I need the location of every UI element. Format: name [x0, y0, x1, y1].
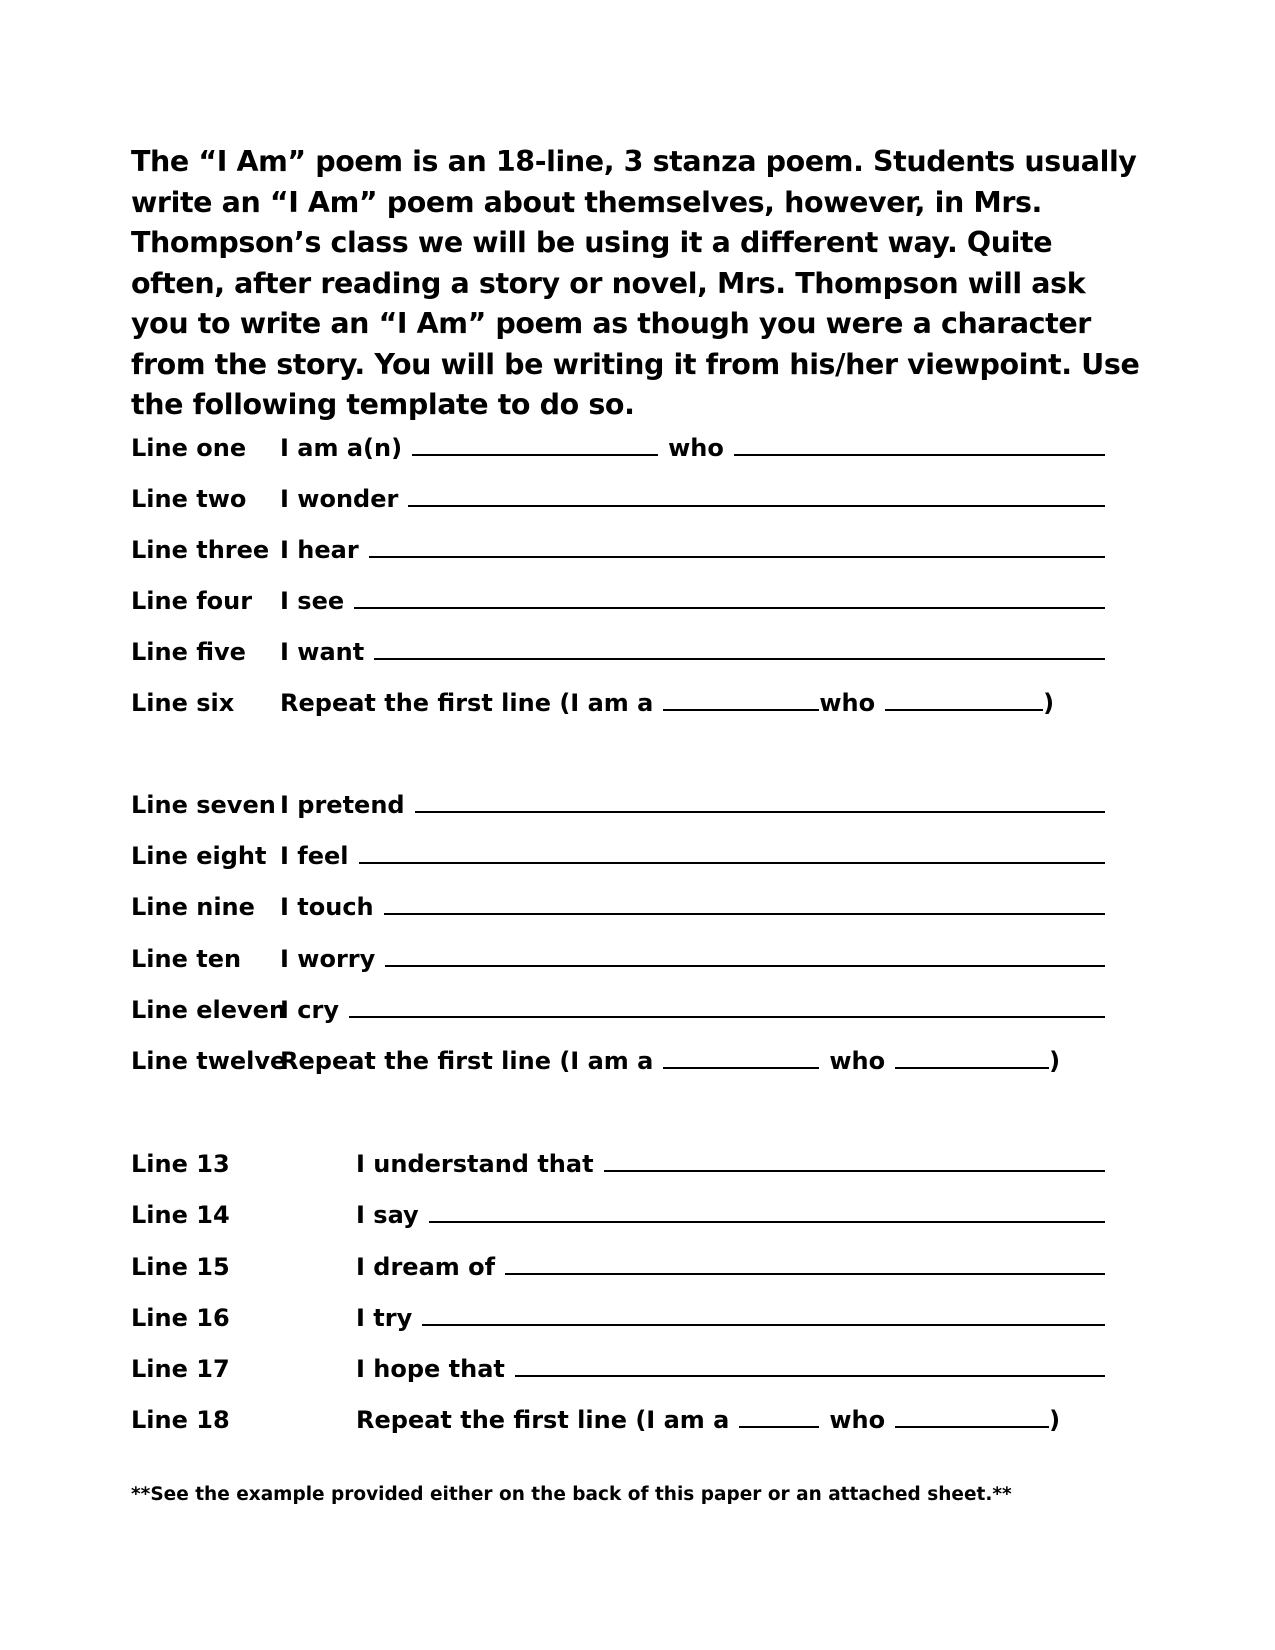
line-label: Line six: [131, 689, 235, 717]
line-label: Line 13: [131, 1150, 230, 1178]
line-prompt: I understand that: [356, 1150, 594, 1178]
poem-line-16: [131, 1300, 1105, 1334]
close-paren: ): [1049, 1047, 1061, 1075]
line-prompt: I hear: [280, 536, 359, 564]
poem-line-3: [131, 532, 1105, 566]
answer-blank[interactable]: [422, 1300, 1105, 1326]
answer-blank[interactable]: [385, 941, 1105, 967]
who-blank[interactable]: [895, 1043, 1049, 1069]
line-label: Line 14: [131, 1201, 230, 1229]
line-prompt: I feel: [280, 842, 349, 870]
intro-paragraph: The “I Am” poem is an 18-line, 3 stanza poem. Students usually write an “I Am” poem about themselves, however, in Mrs. Thompson’s class we will be using it a different way. Quite often, after reading a story or novel, Mrs. Thompson will ask you to write an “I Am” poem as though you were a character from the story. You will be writing it from his/her viewpoint. Use the following template to do so.: [131, 145, 1140, 421]
line-label: Line ten: [131, 945, 242, 973]
line-label: Line seven: [131, 791, 276, 819]
poem-line-17: [131, 1351, 1105, 1385]
answer-blank[interactable]: [408, 481, 1105, 507]
line-label: Line one: [131, 434, 247, 462]
poem-line-18: [131, 1402, 1105, 1436]
answer-blank[interactable]: [359, 838, 1105, 864]
line-prompt: I hope that: [356, 1355, 505, 1383]
line-prompt: Repeat the first line (I am a: [280, 1047, 654, 1075]
poem-line-11: [131, 992, 1105, 1026]
line-label: Line 15: [131, 1253, 230, 1281]
answer-blank[interactable]: [505, 1249, 1105, 1275]
poem-line-2: [131, 481, 1105, 515]
poem-line-14: [131, 1197, 1105, 1231]
character-blank[interactable]: [663, 1043, 819, 1069]
poem-line-9: [131, 889, 1105, 923]
poem-line-4: [131, 583, 1105, 617]
line-label: Line three: [131, 536, 270, 564]
character-blank[interactable]: [739, 1402, 819, 1428]
line-label: Line nine: [131, 893, 255, 921]
poem-line-6: [131, 685, 1105, 719]
poem-line-10: [131, 941, 1105, 975]
line-label: Line 16: [131, 1304, 230, 1332]
line-label: Line two: [131, 485, 247, 513]
line-label: Line five: [131, 638, 246, 666]
close-paren: ): [1043, 689, 1055, 717]
poem-line-12: [131, 1043, 1105, 1077]
line-prompt: I pretend: [280, 791, 405, 819]
line-prompt: I want: [280, 638, 365, 666]
who-text: who: [819, 689, 876, 717]
poem-line-8: [131, 838, 1105, 872]
line-label: Line 17: [131, 1355, 230, 1383]
poem-line-13: [131, 1146, 1105, 1180]
character-blank[interactable]: [412, 430, 658, 456]
line-prompt: I am a(n): [280, 434, 403, 462]
poem-line-7: [131, 787, 1105, 821]
line-label: Line eleven: [131, 996, 287, 1024]
line-prompt: I say: [356, 1201, 419, 1229]
line-label: Line four: [131, 587, 253, 615]
line-label: Line twelve: [131, 1047, 287, 1075]
line-prompt: I wonder: [280, 485, 399, 513]
answer-blank[interactable]: [384, 889, 1105, 915]
answer-blank[interactable]: [515, 1351, 1105, 1377]
who-blank[interactable]: [895, 1402, 1049, 1428]
who-text: who: [829, 1406, 886, 1434]
who-blank[interactable]: [885, 685, 1043, 711]
line-prompt: I try: [356, 1304, 413, 1332]
line-prompt: I touch: [280, 893, 374, 921]
footnote: **See the example provided either on the back of this paper or an attached sheet.**: [131, 1484, 1012, 1505]
answer-blank[interactable]: [374, 634, 1105, 660]
who-blank[interactable]: [734, 430, 1105, 456]
answer-blank[interactable]: [429, 1197, 1105, 1223]
line-prompt: I see: [280, 587, 345, 615]
answer-blank[interactable]: [369, 532, 1105, 558]
close-paren: ): [1049, 1406, 1061, 1434]
line-prompt: Repeat the first line (I am a: [280, 689, 654, 717]
line-prompt: I cry: [280, 996, 339, 1024]
poem-line-5: [131, 634, 1105, 668]
line-prompt: I dream of: [356, 1253, 496, 1281]
who-text: who: [829, 1047, 886, 1075]
poem-line-1: [131, 430, 1105, 464]
poem-line-15: [131, 1249, 1105, 1283]
who-text: who: [668, 434, 724, 462]
answer-blank[interactable]: [349, 992, 1105, 1018]
answer-blank[interactable]: [604, 1146, 1105, 1172]
answer-blank[interactable]: [354, 583, 1105, 609]
line-prompt: Repeat the first line (I am a: [356, 1406, 730, 1434]
character-blank[interactable]: [663, 685, 819, 711]
line-prompt: I worry: [280, 945, 376, 973]
line-label: Line eight: [131, 842, 267, 870]
answer-blank[interactable]: [415, 787, 1105, 813]
line-label: Line 18: [131, 1406, 230, 1434]
